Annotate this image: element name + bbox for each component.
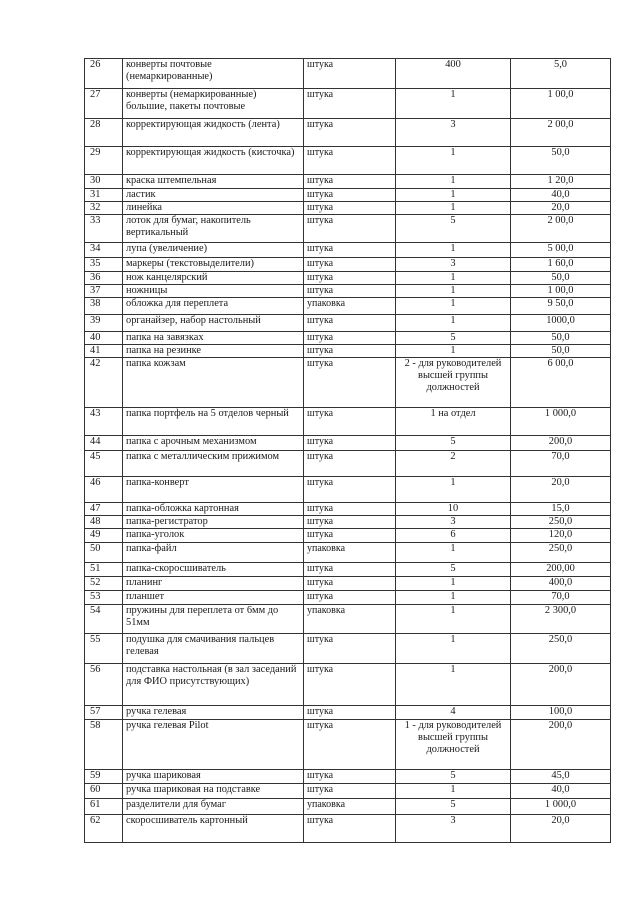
item-name: маркеры (текстовыделители) bbox=[123, 258, 304, 272]
item-price: 2 00,0 bbox=[511, 215, 611, 243]
item-price: 200,0 bbox=[511, 720, 611, 770]
item-unit: штука bbox=[304, 119, 396, 147]
item-price: 50,0 bbox=[511, 272, 611, 285]
row-number: 58 bbox=[85, 720, 123, 770]
row-number: 39 bbox=[85, 315, 123, 332]
item-quantity: 5 bbox=[396, 215, 511, 243]
item-unit: штука bbox=[304, 577, 396, 591]
table-row bbox=[85, 529, 611, 543]
item-name: папка с арочным механизмом bbox=[123, 436, 304, 451]
item-quantity: 1 bbox=[396, 784, 511, 799]
item-price: 50,0 bbox=[511, 147, 611, 175]
table-row bbox=[85, 664, 611, 706]
table-row bbox=[85, 59, 611, 89]
item-price: 6 00,0 bbox=[511, 358, 611, 408]
item-name: планшет bbox=[123, 591, 304, 605]
table-row bbox=[85, 298, 611, 315]
row-number: 54 bbox=[85, 605, 123, 634]
item-unit: штука bbox=[304, 202, 396, 215]
item-quantity: 1 bbox=[396, 243, 511, 258]
row-number: 52 bbox=[85, 577, 123, 591]
item-quantity: 5 bbox=[396, 563, 511, 577]
item-quantity: 6 bbox=[396, 529, 511, 543]
item-unit: штука bbox=[304, 634, 396, 664]
item-unit: штука bbox=[304, 563, 396, 577]
item-unit: штука bbox=[304, 720, 396, 770]
item-unit: штука bbox=[304, 258, 396, 272]
item-price: 250,0 bbox=[511, 634, 611, 664]
table-row bbox=[85, 815, 611, 843]
item-name: папка-конверт bbox=[123, 477, 304, 503]
item-unit: упаковка bbox=[304, 605, 396, 634]
item-unit: упаковка bbox=[304, 298, 396, 315]
row-number: 42 bbox=[85, 358, 123, 408]
item-quantity: 1 bbox=[396, 147, 511, 175]
item-name: лупа (увеличение) bbox=[123, 243, 304, 258]
item-name: лоток для бумаг, накопитель вертикальный bbox=[123, 215, 304, 243]
row-number: 29 bbox=[85, 147, 123, 175]
row-number: 37 bbox=[85, 285, 123, 298]
item-quantity: 1 bbox=[396, 298, 511, 315]
item-unit: штука bbox=[304, 815, 396, 843]
item-unit: штука bbox=[304, 243, 396, 258]
item-unit: упаковка bbox=[304, 543, 396, 563]
item-quantity: 5 bbox=[396, 770, 511, 784]
item-name: обложка для переплета bbox=[123, 298, 304, 315]
item-quantity: 400 bbox=[396, 59, 511, 89]
item-name: папка портфель на 5 отделов черный bbox=[123, 408, 304, 436]
item-unit: штука bbox=[304, 315, 396, 332]
table-row bbox=[85, 243, 611, 258]
item-price: 45,0 bbox=[511, 770, 611, 784]
item-name: линейка bbox=[123, 202, 304, 215]
table-row bbox=[85, 258, 611, 272]
item-name: краска штемпельная bbox=[123, 175, 304, 189]
item-unit: штука bbox=[304, 175, 396, 189]
row-number: 55 bbox=[85, 634, 123, 664]
item-quantity: 3 bbox=[396, 815, 511, 843]
item-quantity: 1 bbox=[396, 272, 511, 285]
table-row bbox=[85, 189, 611, 202]
item-price: 40,0 bbox=[511, 189, 611, 202]
item-price: 200,0 bbox=[511, 436, 611, 451]
item-name: ручка гелевая bbox=[123, 706, 304, 720]
table-row bbox=[85, 799, 611, 815]
item-price: 50,0 bbox=[511, 345, 611, 358]
item-name: конверты (немаркированные) большие, пакеты почтовые bbox=[123, 89, 304, 119]
item-quantity: 1 bbox=[396, 477, 511, 503]
item-quantity: 1 bbox=[396, 591, 511, 605]
table-row bbox=[85, 272, 611, 285]
row-number: 57 bbox=[85, 706, 123, 720]
item-quantity: 1 bbox=[396, 89, 511, 119]
item-price: 50,0 bbox=[511, 332, 611, 345]
item-name: разделители для бумаг bbox=[123, 799, 304, 815]
item-name: скоросшиватель картонный bbox=[123, 815, 304, 843]
item-name: ножницы bbox=[123, 285, 304, 298]
item-price: 70,0 bbox=[511, 591, 611, 605]
table-row bbox=[85, 451, 611, 477]
table-row bbox=[85, 503, 611, 516]
item-price: 20,0 bbox=[511, 202, 611, 215]
item-price: 1 000,0 bbox=[511, 799, 611, 815]
item-name: подставка настольная (в зал заседаний для ФИО присутствующих) bbox=[123, 664, 304, 706]
row-number: 38 bbox=[85, 298, 123, 315]
item-price: 5,0 bbox=[511, 59, 611, 89]
item-quantity: 10 bbox=[396, 503, 511, 516]
item-quantity: 4 bbox=[396, 706, 511, 720]
item-price: 250,0 bbox=[511, 516, 611, 529]
item-name: папка-регистратор bbox=[123, 516, 304, 529]
item-name: ластик bbox=[123, 189, 304, 202]
item-unit: штука bbox=[304, 59, 396, 89]
item-price: 100,0 bbox=[511, 706, 611, 720]
row-number: 28 bbox=[85, 119, 123, 147]
item-name: конверты почтовые (немаркированные) bbox=[123, 59, 304, 89]
row-number: 49 bbox=[85, 529, 123, 543]
item-price: 1 000,0 bbox=[511, 408, 611, 436]
item-quantity: 1 bbox=[396, 634, 511, 664]
item-name: пружины для переплета от 6мм до 51мм bbox=[123, 605, 304, 634]
row-number: 48 bbox=[85, 516, 123, 529]
item-unit: штука bbox=[304, 332, 396, 345]
item-unit: упаковка bbox=[304, 799, 396, 815]
item-unit: штука bbox=[304, 664, 396, 706]
table-row bbox=[85, 315, 611, 332]
item-name: подушка для смачивания пальцев гелевая bbox=[123, 634, 304, 664]
table-row bbox=[85, 516, 611, 529]
item-quantity: 1 bbox=[396, 664, 511, 706]
table-row bbox=[85, 119, 611, 147]
item-unit: штука bbox=[304, 451, 396, 477]
row-number: 56 bbox=[85, 664, 123, 706]
row-number: 27 bbox=[85, 89, 123, 119]
item-quantity: 5 bbox=[396, 332, 511, 345]
item-quantity: 1 bbox=[396, 345, 511, 358]
item-price: 5 00,0 bbox=[511, 243, 611, 258]
item-unit: штука bbox=[304, 591, 396, 605]
row-number: 26 bbox=[85, 59, 123, 89]
item-price: 200,0 bbox=[511, 664, 611, 706]
table-row bbox=[85, 147, 611, 175]
item-quantity: 5 bbox=[396, 436, 511, 451]
row-number: 40 bbox=[85, 332, 123, 345]
table-row bbox=[85, 720, 611, 770]
row-number: 61 bbox=[85, 799, 123, 815]
table-row bbox=[85, 591, 611, 605]
row-number: 60 bbox=[85, 784, 123, 799]
item-quantity: 1 bbox=[396, 543, 511, 563]
item-name: папка на завязках bbox=[123, 332, 304, 345]
item-quantity: 1 bbox=[396, 285, 511, 298]
item-name: нож канцелярский bbox=[123, 272, 304, 285]
table-row bbox=[85, 285, 611, 298]
item-name: папка-файл bbox=[123, 543, 304, 563]
item-unit: штука bbox=[304, 89, 396, 119]
item-quantity: 1 - для руководителей высшей группы должностей bbox=[396, 720, 511, 770]
item-unit: штука bbox=[304, 516, 396, 529]
table-row bbox=[85, 477, 611, 503]
item-name: папка на резинке bbox=[123, 345, 304, 358]
item-unit: штука bbox=[304, 436, 396, 451]
row-number: 32 bbox=[85, 202, 123, 215]
item-unit: штука bbox=[304, 215, 396, 243]
item-price: 15,0 bbox=[511, 503, 611, 516]
item-quantity: 1 на отдел bbox=[396, 408, 511, 436]
table-row bbox=[85, 605, 611, 634]
item-name: папка-уголок bbox=[123, 529, 304, 543]
item-price: 1000,0 bbox=[511, 315, 611, 332]
item-unit: штука bbox=[304, 189, 396, 202]
row-number: 45 bbox=[85, 451, 123, 477]
table-row bbox=[85, 175, 611, 189]
item-quantity: 1 bbox=[396, 175, 511, 189]
item-price: 70,0 bbox=[511, 451, 611, 477]
item-quantity: 3 bbox=[396, 516, 511, 529]
item-price: 1 20,0 bbox=[511, 175, 611, 189]
item-unit: штука bbox=[304, 529, 396, 543]
row-number: 62 bbox=[85, 815, 123, 843]
item-name: папка-скоросшиватель bbox=[123, 563, 304, 577]
item-price: 1 60,0 bbox=[511, 258, 611, 272]
item-quantity: 5 bbox=[396, 799, 511, 815]
row-number: 44 bbox=[85, 436, 123, 451]
item-unit: штука bbox=[304, 408, 396, 436]
item-name: папка-обложка картонная bbox=[123, 503, 304, 516]
item-name: планинг bbox=[123, 577, 304, 591]
row-number: 59 bbox=[85, 770, 123, 784]
item-quantity: 1 bbox=[396, 189, 511, 202]
row-number: 30 bbox=[85, 175, 123, 189]
table-row bbox=[85, 770, 611, 784]
supplies-table bbox=[84, 58, 611, 843]
item-name: папка кожзам bbox=[123, 358, 304, 408]
item-quantity: 1 bbox=[396, 577, 511, 591]
table-row bbox=[85, 215, 611, 243]
table-row bbox=[85, 332, 611, 345]
item-name: органайзер, набор настольный bbox=[123, 315, 304, 332]
item-quantity: 3 bbox=[396, 258, 511, 272]
row-number: 43 bbox=[85, 408, 123, 436]
table-row bbox=[85, 408, 611, 436]
item-quantity: 1 bbox=[396, 202, 511, 215]
row-number: 34 bbox=[85, 243, 123, 258]
row-number: 53 bbox=[85, 591, 123, 605]
table-row bbox=[85, 436, 611, 451]
item-unit: штука bbox=[304, 358, 396, 408]
item-unit: штука bbox=[304, 770, 396, 784]
table-row bbox=[85, 358, 611, 408]
row-number: 36 bbox=[85, 272, 123, 285]
row-number: 35 bbox=[85, 258, 123, 272]
table-row bbox=[85, 543, 611, 563]
item-unit: штука bbox=[304, 784, 396, 799]
table-row bbox=[85, 577, 611, 591]
table-row bbox=[85, 345, 611, 358]
item-price: 20,0 bbox=[511, 477, 611, 503]
item-price: 1 00,0 bbox=[511, 285, 611, 298]
row-number: 50 bbox=[85, 543, 123, 563]
row-number: 41 bbox=[85, 345, 123, 358]
item-name: ручка гелевая Pilot bbox=[123, 720, 304, 770]
item-unit: штука bbox=[304, 706, 396, 720]
table-row bbox=[85, 784, 611, 799]
item-quantity: 2 - для руководителей высшей группы должностей bbox=[396, 358, 511, 408]
item-price: 2 300,0 bbox=[511, 605, 611, 634]
table-row bbox=[85, 563, 611, 577]
item-price: 400,0 bbox=[511, 577, 611, 591]
item-quantity: 1 bbox=[396, 315, 511, 332]
item-price: 250,0 bbox=[511, 543, 611, 563]
item-quantity: 3 bbox=[396, 119, 511, 147]
item-price: 2 00,0 bbox=[511, 119, 611, 147]
item-unit: штука bbox=[304, 503, 396, 516]
row-number: 46 bbox=[85, 477, 123, 503]
item-unit: штука bbox=[304, 477, 396, 503]
table-row bbox=[85, 202, 611, 215]
item-unit: штука bbox=[304, 272, 396, 285]
table-row bbox=[85, 89, 611, 119]
item-unit: штука bbox=[304, 345, 396, 358]
item-quantity: 1 bbox=[396, 605, 511, 634]
item-unit: штука bbox=[304, 285, 396, 298]
item-price: 1 00,0 bbox=[511, 89, 611, 119]
item-price: 9 50,0 bbox=[511, 298, 611, 315]
item-quantity: 2 bbox=[396, 451, 511, 477]
item-price: 40,0 bbox=[511, 784, 611, 799]
item-name: корректирующая жидкость (кисточка) bbox=[123, 147, 304, 175]
row-number: 33 bbox=[85, 215, 123, 243]
row-number: 51 bbox=[85, 563, 123, 577]
table-row bbox=[85, 634, 611, 664]
item-name: ручка шариковая на подставке bbox=[123, 784, 304, 799]
item-name: ручка шариковая bbox=[123, 770, 304, 784]
table-row bbox=[85, 706, 611, 720]
row-number: 31 bbox=[85, 189, 123, 202]
item-price: 200,00 bbox=[511, 563, 611, 577]
table-body bbox=[85, 59, 611, 843]
row-number: 47 bbox=[85, 503, 123, 516]
item-price: 20,0 bbox=[511, 815, 611, 843]
item-unit: штука bbox=[304, 147, 396, 175]
item-name: корректирующая жидкость (лента) bbox=[123, 119, 304, 147]
item-price: 120,0 bbox=[511, 529, 611, 543]
item-name: папка с металлическим прижимом bbox=[123, 451, 304, 477]
